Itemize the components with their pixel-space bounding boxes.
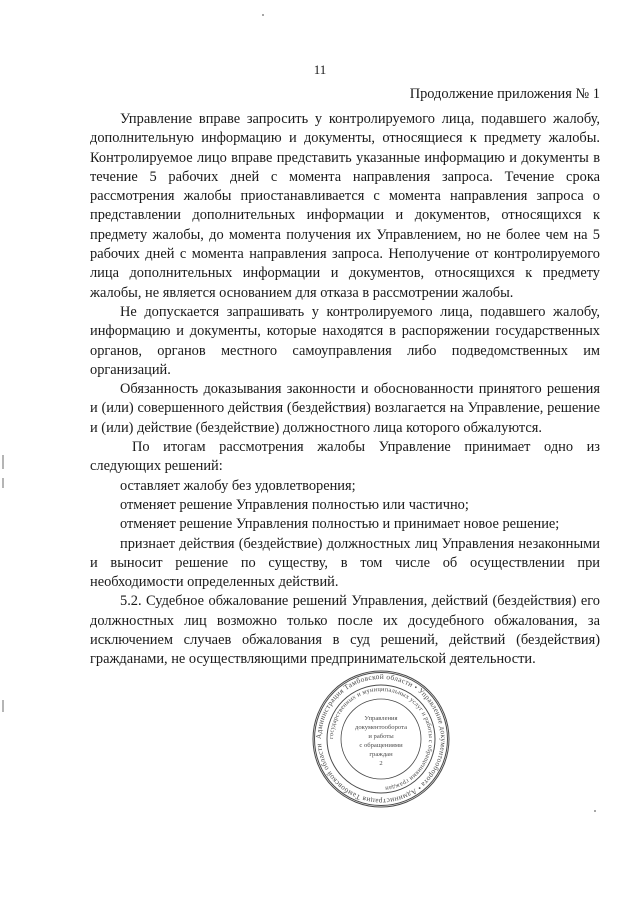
seal-center-line-4: с обращениями (359, 742, 403, 749)
page-number: 11 (313, 62, 327, 77)
paragraph-burden-of-proof: Обязанность доказывания законности и обоснованности принятого решения и (или) совершенного действия (бездействия) возлагается на Управление, решение и (или) действие (бездействие) должностного лица которого обжалуются. (90, 381, 600, 436)
body-text (90, 110, 600, 670)
paragraph-decisions-intro: По итогам рассмотрения жалобы Управление принимает одно из следующих решений: (90, 439, 600, 475)
seal-center-line-2: документооборота (354, 724, 408, 731)
seal-number: 2 (379, 760, 383, 767)
paragraph-no-request: Не допускается запрашивать у контролируемого лица, подавшего жалобу, информацию и документы, которые находятся в распоряжении государственных органов, органов местного самоуправления либо подведомственных им организаций. (90, 303, 600, 378)
official-seal-stamp (311, 669, 451, 809)
appendix-continuation-note: Продолжение приложения № 1 (409, 86, 600, 102)
scan-margin-mark (2, 455, 4, 469)
seal-center-line-3: и работы (368, 733, 394, 740)
decision-item-4: признает действия (бездействие) должностных лиц Управления незаконными и выносит решение по существу, в том числе об осуществлении при необходимости определенных действий. (90, 535, 600, 591)
seal-inner-ring-text: государственных и муниципальных услуг и работы с обращениями граждан (327, 685, 435, 792)
seal-outer-ring-text: Администрация Тамбовской области • Управление документооборота • Администрация Тамбовской области (313, 671, 449, 807)
seal-center-line-1: Управления (364, 715, 398, 722)
decision-item-1: оставляет жалобу без удовлетворения; (120, 477, 356, 494)
decision-item-2: отменяет решение Управления полностью или частично; (120, 496, 469, 513)
scan-speck (262, 14, 264, 16)
decision-item-3: отменяет решение Управления полностью и принимает новое решение; (120, 516, 560, 533)
paragraph-request-info: Управление вправе запросить у контролируемого лица, подавшего жалобу, дополнительную информацию и документы, относящиеся к предмету жалобы. Контролируемое лицо вправе представить указанные информацию и документы в течение 5 рабочих дней с момента направления запроса. Течение срока рассмотрения жалобы приостанавливается с момента направления запроса о представлении дополнительных информации и документов, относящихся к предмету жалобы, до момента получения их Управлением, но не более чем на 5 рабочих дней с момента направления запроса. Неполучение от контролируемого лица дополнительных информации и документов, относящихся к предмету жалобы, не является основанием для отказа в рассмотрении жалобы. (90, 111, 600, 301)
scan-margin-mark (2, 700, 4, 712)
paragraph-judicial-appeal: 5.2. Судебное обжалование решений Управления, действий (бездействия) его должностных лиц возможно только после их досудебного обжалования, за исключением случаев обжалования в суд решений, действий (бездействия) гражданами, не осуществляющими предпринимательской деятельности. (90, 593, 600, 668)
scan-margin-mark (2, 478, 4, 488)
seal-center-line-5: граждан (369, 751, 393, 758)
scan-speck (594, 810, 596, 812)
